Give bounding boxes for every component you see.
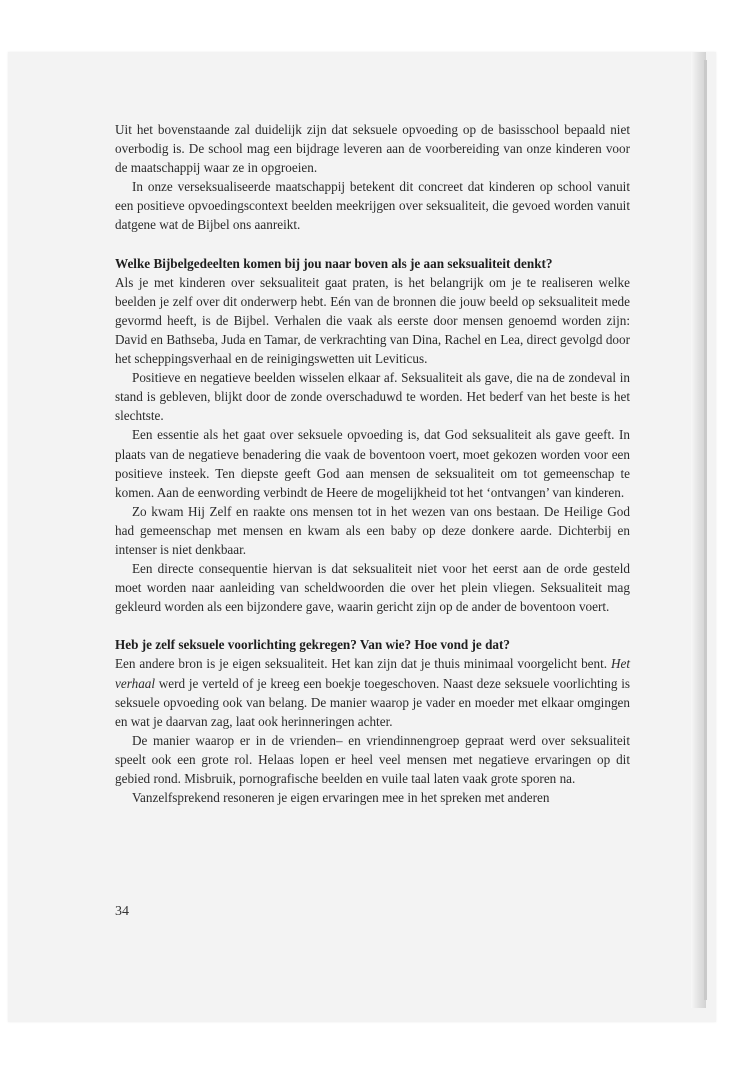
page-body	[115, 120, 630, 807]
paragraph: Vanzelfsprekend resoneren je eigen ervaringen mee in het spreken met anderen	[132, 790, 550, 806]
paragraph	[115, 654, 630, 730]
paragraph: Positieve en negatieve beelden wisselen elkaar af. Seksualiteit als gave, die na de zondeval in stand is gebleven, blijkt door de zonde overschaduwd te worden. Het bederf van het beste is het slechtste.	[115, 370, 630, 424]
section-heading: Heb je zelf seksuele voorlichting gekregen? Van wie? Hoe vond je dat?	[115, 637, 510, 653]
page-edge-shadow	[704, 60, 707, 1000]
paragraph: Een essentie als het gaat over seksuele opvoeding is, dat God seksualiteit als gave geeft. In plaats van de negatieve benadering die vaak de boventoon voert, moet gekozen worden voor een positieve insteek. Ten diepste geeft God aan mensen de seksualiteit om tot gemeenschap te komen. Aan de eenwording verbindt de Heere de mogelijkheid tot het ‘ontvangen’ van kinderen.	[115, 427, 630, 500]
paragraph-text: Een andere bron is je eigen seksualiteit. Het kan zijn dat je thuis minimaal voorgelicht bent.	[115, 656, 611, 672]
page-number: 34	[115, 904, 129, 919]
paragraph: De manier waarop er in de vrienden– en vriendinnengroep gepraat werd over seksualiteit speelt ook een grote rol. Helaas lopen er heel veel mensen met negatieve ervaringen op dit gebied rond. Misbruik, pornografische beelden en vuile taal laten vaak grote sporen na.	[115, 732, 630, 786]
paragraph-text: werd je verteld of je kreeg een boekje toegeschoven. Naast deze seksuele voorlichting is seksuele opvoeding ook van belang. De manier waarop je vader en moeder met elkaar omgingen en wat je daarvan zag, laat ook herinneringen achter.	[115, 675, 630, 729]
paragraph: Zo kwam Hij Zelf en raakte ons mensen tot in het wezen van ons bestaan. De Heilige God had gemeenschap met mensen en kwam als een baby op deze donkere aarde. Dichterbij en intenser is niet denkbaar.	[115, 503, 630, 557]
paragraph: Als je met kinderen over seksualiteit gaat praten, is het belangrijk om je te realiseren welke beelden je zelf over dit onderwerp hebt. Eén van de bronnen die jouw beeld op seksualiteit mede gevormd heeft, is de Bijbel. Verhalen die vaak als eerste door mensen genoemd worden zijn: David en Bathseba, Juda en Tamar, de verkrachting van Dina, Rachel en Lea, direct gevolgd door het scheppingsverhaal en de reinigingswetten uit Leviticus.	[115, 274, 630, 367]
italic-phrase: Het verhaal	[115, 656, 630, 691]
paragraph: In onze verseksualiseerde maatschappij betekent dit concreet dat kinderen op school vanuit een positieve opvoedingscontext beelden meekrijgen over seksualiteit, die gevoed worden vanuit datgene wat de Bijbel ons aanreikt.	[115, 179, 630, 233]
paragraph: Uit het bovenstaande zal duidelijk zijn dat seksuele opvoeding op de basisschool bepaald niet overbodig is. De school mag een bijdrage leveren aan de voorbereiding van onze kinderen voor de maatschappij waar ze in opgroeien.	[115, 122, 630, 176]
section-heading: Welke Bijbelgedeelten komen bij jou naar boven als je aan seksualiteit denkt?	[115, 255, 553, 271]
paragraph: Een directe consequentie hiervan is dat seksualiteit niet voor het eerst aan de orde gesteld moet worden naar aanleiding van scheldwoorden die over het plein vliegen. Seksualiteit mag gekleurd worden als een bijzondere gave, waarin gericht zijn op de ander de boventoon voert.	[115, 561, 630, 615]
